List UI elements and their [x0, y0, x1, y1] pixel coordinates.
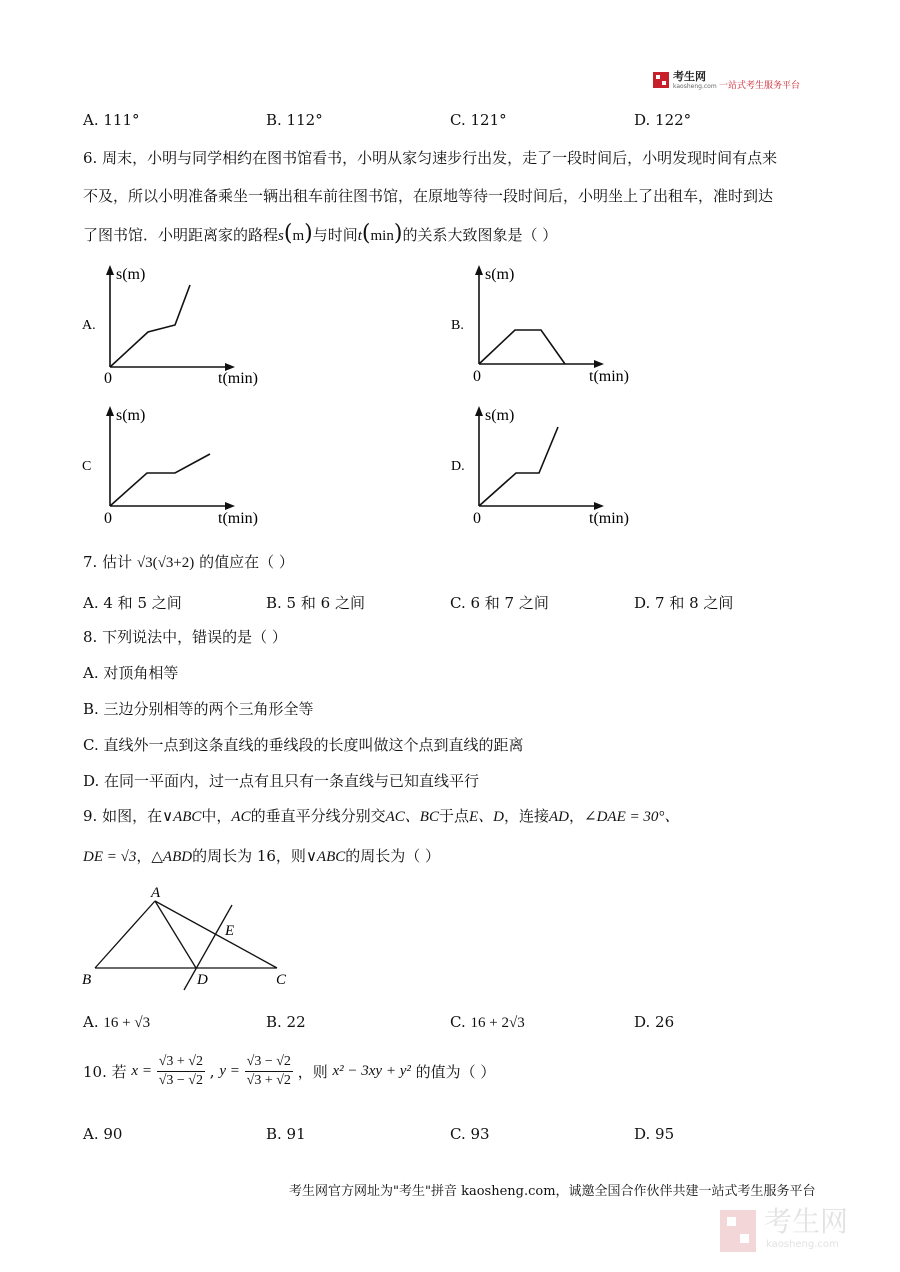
watermark-logo-icon	[718, 1208, 758, 1254]
graph-c-label: C	[82, 459, 92, 474]
graph-d-label: D.	[451, 459, 465, 474]
header-slogan: 一站式考生服务平台	[719, 81, 801, 91]
graph-a-label: A.	[82, 318, 96, 333]
q5-option-c: C. 121°	[450, 111, 507, 129]
q9-option-d: D. 26	[634, 1013, 675, 1031]
graph-b-label: B.	[451, 318, 464, 333]
q6-line-2: 不及，所以小明准备乘坐一辆出租车前往图书馆，在原地等待一段时间后，小明坐上了出租车，准时到达	[83, 187, 774, 205]
graph-a-origin: 0	[104, 370, 112, 387]
graph-d-y-label: s(m)	[485, 407, 515, 424]
q10-option-b: B. 91	[266, 1125, 306, 1143]
q7-stem: 7. 估计 √3(√3+2) 的值应在（ ）	[83, 553, 294, 571]
watermark	[718, 1206, 878, 1256]
brand-cn: 考生网	[673, 70, 706, 83]
q7-option-c: C. 6 和 7 之间	[450, 594, 549, 612]
q5-option-a: A. 111°	[83, 111, 140, 129]
q9-line-1: 9. 如图，在∨ABC中，AC的垂直平分线分别交AC、BC于点E、D，连接AD，∠DAE = 30°、	[83, 807, 680, 825]
q6-graph-c	[80, 403, 290, 533]
watermark-en: kaosheng.com	[766, 1239, 839, 1250]
q9-option-c: C. 16 + 2√3	[450, 1013, 525, 1031]
q7-option-b: B. 5 和 6 之间	[266, 594, 365, 612]
q10-option-c: C. 93	[450, 1125, 490, 1143]
q8-option-a: A. 对顶角相等	[83, 664, 179, 682]
fig-label-e: E	[225, 923, 235, 939]
q8-option-c: C. 直线外一点到这条直线的垂线段的长度叫做这个点到直线的距离	[83, 736, 524, 754]
q10-x-fraction: $\frac{√3 + √2}{√3 - √2}$	[158, 1054, 203, 1088]
brand-logo-icon	[652, 71, 670, 89]
q7-option-a: A. 4 和 5 之间	[83, 594, 182, 612]
q9-line-2: DE = √3，△ABD的周长为 16，则∨ABC的周长为（ ）	[83, 847, 441, 865]
q6-graph-d	[449, 403, 659, 533]
graph-d-origin: 0	[473, 510, 481, 527]
graph-a-y-label: s(m)	[116, 266, 146, 283]
q10-y-fraction: $\frac{√3 - √2}{√3 + √2}$	[246, 1054, 291, 1088]
q9-option-a: A. 16 + √3	[83, 1013, 151, 1031]
fig-label-b: B	[82, 972, 92, 988]
q9-figure	[80, 880, 300, 995]
brand-name	[673, 71, 717, 90]
q6-graph-a	[80, 262, 290, 392]
q6-graph-b	[449, 262, 659, 392]
footer-text: 考生网官方网址为"考生"拼音 kaosheng.com，诚邀全国合作伙伴共建一站式考生服务平台	[289, 1184, 816, 1199]
graph-b-origin: 0	[473, 368, 481, 385]
q7-expression: √3(√3+2)	[136, 555, 195, 571]
q5-option-b: B. 112°	[266, 111, 323, 129]
q9-option-b: B. 22	[266, 1013, 306, 1031]
fig-label-c: C	[276, 972, 287, 988]
graph-c-x-label: t(min)	[218, 510, 258, 527]
graph-c-origin: 0	[104, 510, 112, 527]
graph-d-x-label: t(min)	[589, 510, 629, 527]
fig-label-a: A	[151, 885, 161, 901]
fig-label-d: D	[197, 972, 208, 988]
q10-option-a: A. 90	[83, 1125, 123, 1143]
q8-option-d: D. 在同一平面内，过一点有且只有一条直线与已知直线平行	[83, 772, 480, 790]
graph-a-x-label: t(min)	[218, 370, 258, 387]
q8-stem: 8. 下列说法中，错误的是（ ）	[83, 628, 287, 646]
watermark-cn: 考生网	[764, 1205, 849, 1238]
graph-b-y-label: s(m)	[485, 266, 515, 283]
q8-option-b: B. 三边分别相等的两个三角形全等	[83, 700, 314, 718]
graph-b-x-label: t(min)	[589, 368, 629, 385]
q6-line-3: 了图书馆．小明距离家的路程s(m)与时间t(min)的关系大致图象是（ ）	[83, 221, 558, 246]
q6-line-1: 6. 周末，小明与同学相约在图书馆看书，小明从家匀速步行出发，走了一段时间后，小明发现时间有点来	[83, 149, 778, 167]
brand-en: kaosheng.com	[673, 83, 717, 90]
q10-option-d: D. 95	[634, 1125, 675, 1143]
q7-option-d: D. 7 和 8 之间	[634, 594, 734, 612]
graph-c-y-label: s(m)	[116, 407, 146, 424]
q10-stem: 10. 若 x = $\frac{√3 + √2}{√3 - √2}$ , y = $\frac{√3 - √2}{√3 + √2}$ ，则 x² − 3xy + y² 的值为（ ）	[83, 1054, 496, 1088]
q5-option-d: D. 122°	[634, 111, 692, 129]
